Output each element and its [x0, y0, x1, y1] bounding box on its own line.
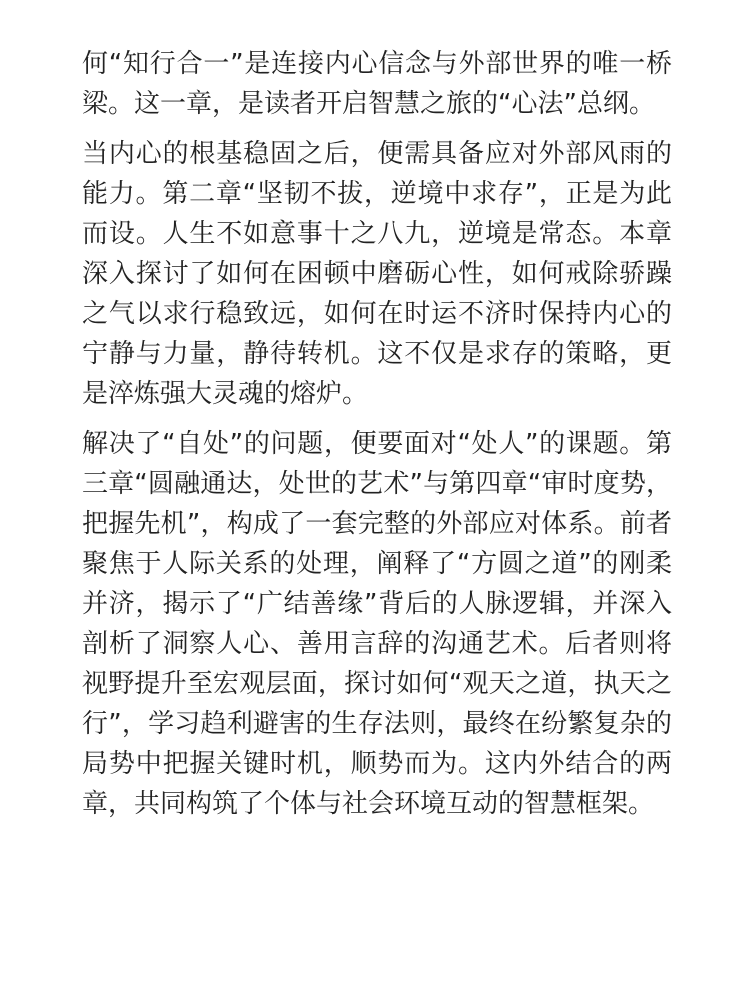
paragraph-1: 何“知行合一”是连接内心信念与外部世界的唯一桥梁。这一章，是读者开启智慧之旅的“心法”总纲。 [82, 49, 672, 119]
article-body [82, 44, 672, 834]
paragraph-2: 当内心的根基稳固之后，便需具备应对外部风雨的能力。第二章“坚韧不拔，逆境中求存”，正是为此而设。人生不如意事十之八九，逆境是常态。本章深入探讨了如何在困顿中磨砺心性，如何戒除骄躁之气以求行稳致远，如何在时运不济时保持内心的宁静与力量，静待转机。这不仅是求存的策略，更是淬炼强大灵魂的熔炉。 [82, 139, 672, 409]
paragraph-3: 解决了“自处”的问题，便要面对“处人”的课题。第三章“圆融通达，处世的艺术”与第四章“审时度势，把握先机”，构成了一套完整的外部应对体系。前者聚焦于人际关系的处理，阐释了“方圆之道”的刚柔并济，揭示了“广结善缘”背后的人脉逻辑，并深入剖析了洞察人心、善用言辞的沟通艺术。后者则将视野提升至宏观层面，探讨如何“观天之道，执天之行”，学习趋利避害的生存法则，最终在纷繁复杂的局势中把握关键时机，顺势而为。这内外结合的两章，共同构筑了个体与社会环境互动的智慧框架。 [82, 429, 672, 819]
